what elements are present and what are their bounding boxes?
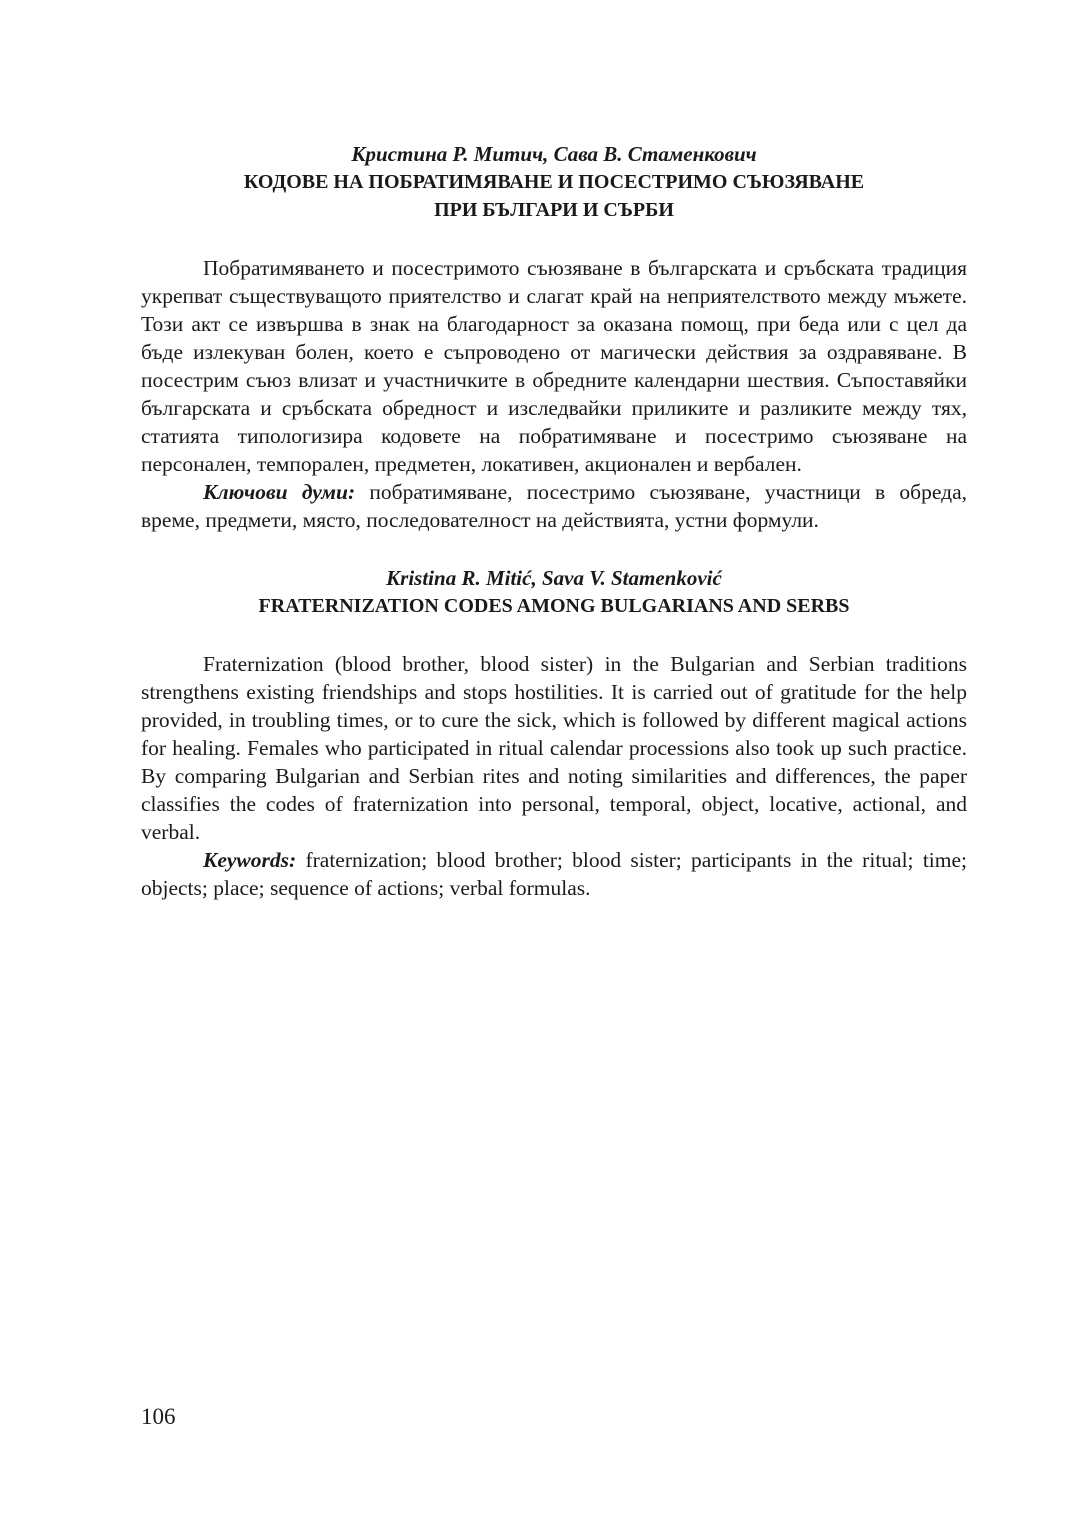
en-keywords <box>141 846 967 902</box>
bg-keywords-text: побратимяване, посестримо съюзяване, участници в обреда, време, предмети, място, последователност на действията, устни формули. <box>141 480 967 532</box>
en-title: FRATERNIZATION CODES AMONG BULGARIANS AND SERBS <box>258 595 850 617</box>
bg-keywords-label: Ключови думи: <box>203 480 356 504</box>
english-section <box>141 564 967 902</box>
bulgarian-section <box>141 140 967 534</box>
en-keywords-text: fraternization; blood brother; blood sister; participants in the ritual; time; objects; place; sequence of actions; verbal formulas. <box>141 848 968 900</box>
page-number: 106 <box>141 1404 176 1429</box>
bg-keywords <box>141 478 967 534</box>
en-authors: Kristina R. Mitić, Sava V. Stamenković <box>386 566 722 590</box>
bg-title-line-2: ПРИ БЪЛГАРИ И СЪРБИ <box>434 199 674 221</box>
bg-title-line-1: КОДОВЕ НА ПОБРАТИМЯВАНЕ И ПОСЕСТРИМО СЪЮЗЯВАНЕ <box>243 171 865 193</box>
en-keywords-label: Keywords: <box>203 848 297 872</box>
bg-abstract: Побратимяването и посестримото съюзяване в българската и сръбската традиция укрепват съществуващото приятелство и слагат край на неприятелството между мъжете. Този акт се извършва в знак на благодарност за оказана помощ, при беда или с цел да бъде излекуван болен, което е съпроводено от магически действия за оздравяване. В посестрим съюз влизат и участничките в обредните календарни шествия. Съпоставяйки българската и сръбската обредност и изследвайки приликите и разликите между тях, статията типологизира кодовете на побратимяване и посестримо съюзяване на персонален, темпорален, предметен, локативен, акционален и вербален. <box>141 256 967 476</box>
bg-authors: Кристина Р. Митич, Сава В. Стаменкович <box>351 142 757 166</box>
en-abstract: Fraternization (blood brother, blood sister) in the Bulgarian and Serbian traditions strengthens existing friendships and stops hostilities. It is carried out of gratitude for the help provided, in troubling times, or to cure the sick, which is followed by different magical actions for healing. Females who participated in ritual calendar processions also took up such practice. By comparing Bulgarian and Serbian rites and noting similarities and differences, the paper classifies the codes of fraternization into personal, temporal, object, locative, actional, and verbal. <box>141 652 967 844</box>
page-content <box>141 140 967 902</box>
